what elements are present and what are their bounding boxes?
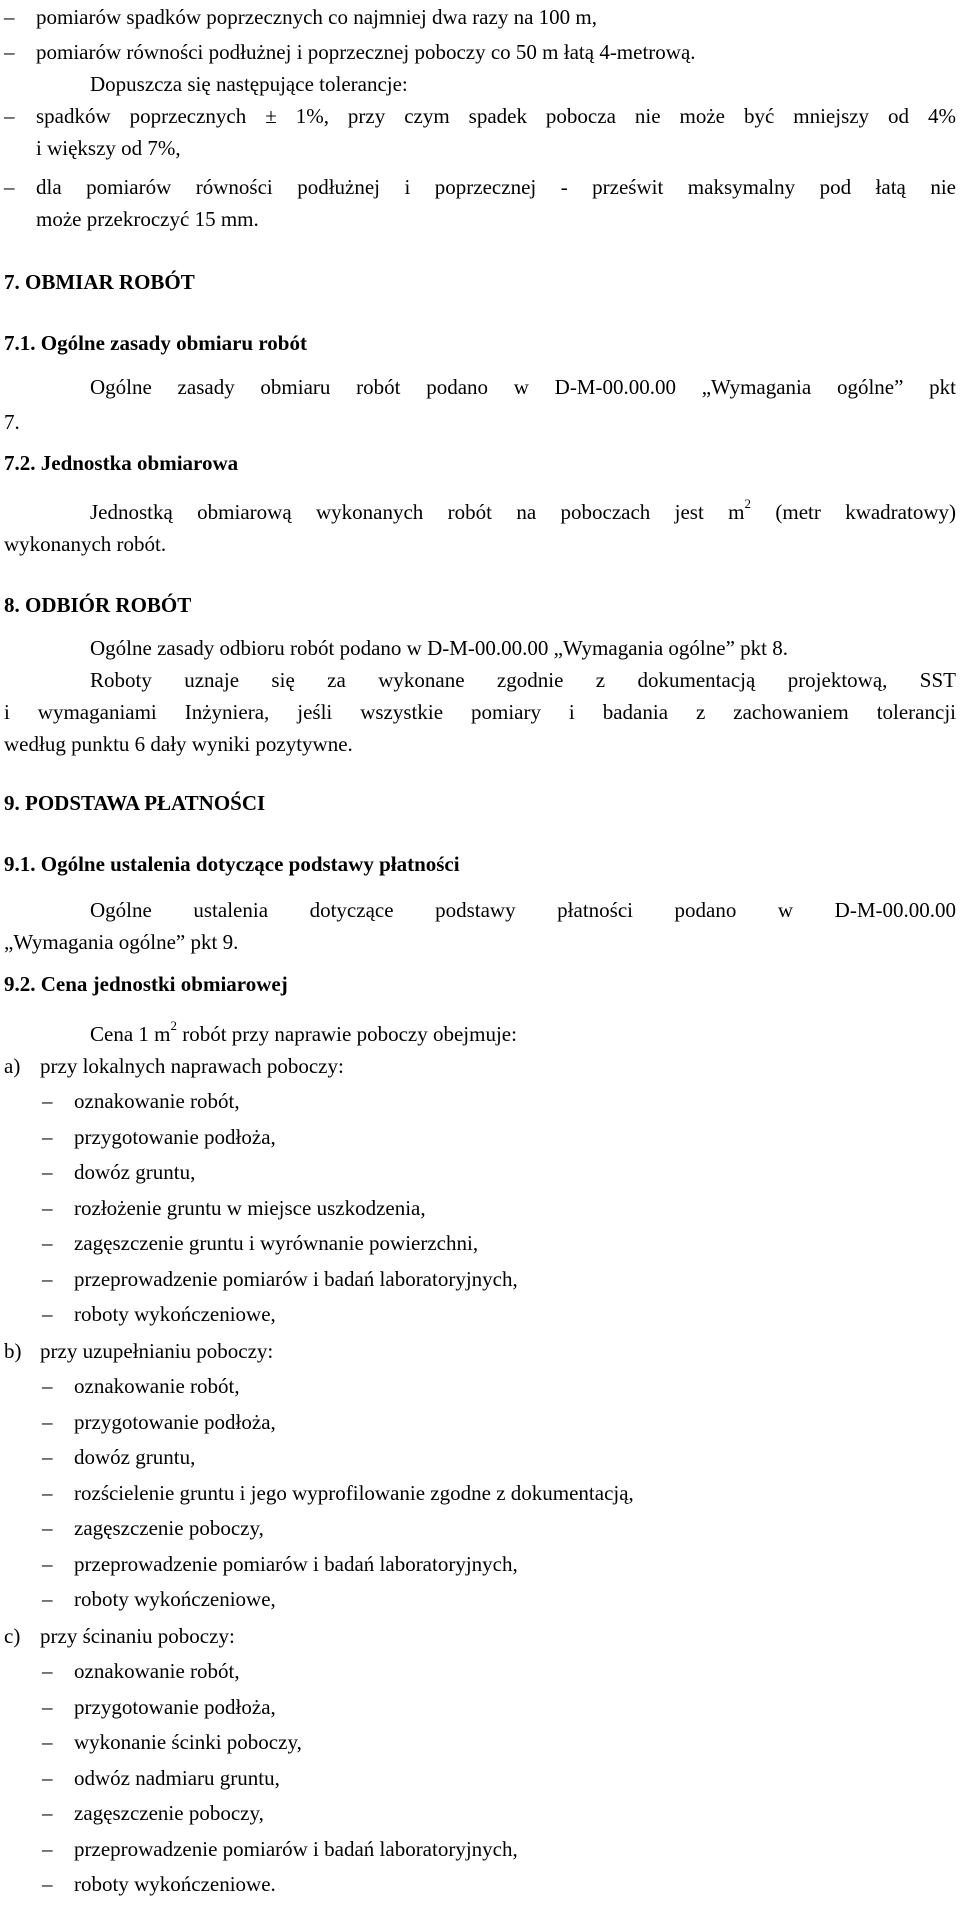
list-item: przeprowadzenie pomiarów i badań laboratoryjnych, — [74, 1552, 518, 1576]
text-line: spadków poprzecznych ± 1%, przy czym spadek pobocza nie może być mniejszy od 4% — [36, 104, 956, 128]
list-item: dowóz gruntu, — [74, 1445, 196, 1469]
list-item: odwóz nadmiaru gruntu, — [74, 1766, 280, 1790]
text-line: Ogólne zasady obmiaru robót podano w D-M-00.00.00 „Wymagania ogólne” pkt — [90, 375, 956, 399]
list-item: zagęszczenie poboczy, — [74, 1516, 264, 1540]
list-item: dowóz gruntu, — [74, 1160, 196, 1184]
section-heading: 8. ODBIÓR ROBÓT — [4, 593, 192, 617]
list-dash: – — [42, 1374, 53, 1398]
list-dash: – — [42, 1801, 53, 1825]
list-marker-a: a) — [4, 1054, 21, 1078]
text-line: 7. — [4, 410, 20, 434]
list-dash: – — [4, 175, 15, 199]
superscript: 2 — [170, 1018, 177, 1033]
superscript: 2 — [744, 496, 752, 511]
list-title-a: przy lokalnych naprawach poboczy: — [40, 1054, 344, 1078]
list-title-b: przy uzupełnianiu poboczy: — [40, 1339, 274, 1363]
list-item: roboty wykończeniowe. — [74, 1872, 276, 1896]
list-dash: – — [42, 1410, 53, 1434]
list-dash: – — [42, 1231, 53, 1255]
list-dash: – — [42, 1267, 53, 1291]
list-dash: – — [42, 1089, 53, 1113]
list-dash: – — [42, 1481, 53, 1505]
list-item: rozścielenie gruntu i jego wyprofilowanie zgodne z dokumentacją, — [74, 1481, 634, 1505]
list-dash: – — [4, 104, 15, 128]
list-item: wykonanie ścinki poboczy, — [74, 1730, 302, 1754]
text-line: i większy od 7%, — [36, 136, 181, 160]
list-dash: – — [4, 5, 15, 29]
text-line — [90, 497, 956, 528]
list-dash: – — [42, 1516, 53, 1540]
list-item: przeprowadzenie pomiarów i badań laboratoryjnych, — [74, 1837, 518, 1861]
section-heading: 7. OBMIAR ROBÓT — [4, 270, 195, 294]
section-heading: 9. PODSTAWA PŁATNOŚCI — [4, 791, 266, 815]
text-line: i wymaganiami Inżyniera, jeśli wszystkie pomiary i badania z zachowaniem tolerancji — [4, 700, 956, 724]
list-dash: – — [42, 1872, 53, 1896]
list-dash: – — [42, 1766, 53, 1790]
list-dash: – — [42, 1160, 53, 1184]
list-dash: – — [42, 1552, 53, 1576]
list-marker-c: c) — [4, 1624, 21, 1648]
list-item: oznakowanie robót, — [74, 1659, 240, 1683]
list-dash: – — [42, 1445, 53, 1469]
list-dash: – — [42, 1695, 53, 1719]
price-text-rest: robót przy naprawie poboczy obejmuje: — [176, 1022, 517, 1046]
list-title-c: przy ścinaniu poboczy: — [40, 1624, 235, 1648]
text-line: Ogólne ustalenia dotyczące podstawy płatności podano w D-M-00.00.00 — [90, 898, 956, 922]
subsection-heading: 7.2. Jednostka obmiarowa — [4, 451, 239, 475]
text-line: „Wymagania ogólne” pkt 9. — [4, 930, 239, 954]
text-line: Ogólne zasady odbioru robót podano w D-M-00.00.00 „Wymagania ogólne” pkt 8. — [90, 636, 788, 660]
price-text: Cena 1 m — [90, 1022, 171, 1046]
subsection-heading: 9.1. Ogólne ustalenia dotyczące podstawy płatności — [4, 852, 460, 876]
list-item: oznakowanie robót, — [74, 1374, 240, 1398]
list-item: rozłożenie gruntu w miejsce uszkodzenia, — [74, 1196, 426, 1220]
list-dash: – — [42, 1302, 53, 1326]
list-item: roboty wykończeniowe, — [74, 1302, 276, 1326]
unit-text: Jednostką obmiarową wykonanych robót na poboczach jest m — [90, 500, 745, 524]
subsection-heading: 9.2. Cena jednostki obmiarowej — [4, 972, 288, 996]
list-item: oznakowanie robót, — [74, 1089, 240, 1113]
list-dash: – — [4, 40, 15, 64]
text-line: może przekroczyć 15 mm. — [36, 207, 259, 231]
unit-text-rest: (metr kwadratowy) — [751, 500, 956, 524]
list-dash: – — [42, 1196, 53, 1220]
list-item: przygotowanie podłoża, — [74, 1125, 276, 1149]
list-dash: – — [42, 1587, 53, 1611]
list-item: zagęszczenie poboczy, — [74, 1801, 264, 1825]
text-line: pomiarów spadków poprzecznych co najmniej dwa razy na 100 m, — [36, 5, 597, 29]
list-dash: – — [42, 1837, 53, 1861]
text-line: Dopuszcza się następujące tolerancje: — [90, 72, 408, 96]
list-item: roboty wykończeniowe, — [74, 1587, 276, 1611]
text-line: dla pomiarów równości podłużnej i poprzecznej - prześwit maksymalny pod łatą nie — [36, 175, 956, 199]
subsection-heading: 7.1. Ogólne zasady obmiaru robót — [4, 331, 307, 355]
text-line: Roboty uznaje się za wykonane zgodnie z dokumentacją projektową, SST — [90, 668, 956, 692]
text-line: wykonanych robót. — [4, 532, 167, 556]
text-line: według punktu 6 dały wyniki pozytywne. — [4, 732, 353, 756]
text-line — [90, 1019, 517, 1050]
text-line: pomiarów równości podłużnej i poprzecznej poboczy co 50 m łatą 4-metrową. — [36, 40, 696, 64]
list-item: zagęszczenie gruntu i wyrównanie powierzchni, — [74, 1231, 479, 1255]
list-dash: – — [42, 1659, 53, 1683]
list-dash: – — [42, 1125, 53, 1149]
list-item: przygotowanie podłoża, — [74, 1695, 276, 1719]
list-item: przeprowadzenie pomiarów i badań laboratoryjnych, — [74, 1267, 518, 1291]
list-marker-b: b) — [4, 1339, 22, 1363]
list-item: przygotowanie podłoża, — [74, 1410, 276, 1434]
list-dash: – — [42, 1730, 53, 1754]
